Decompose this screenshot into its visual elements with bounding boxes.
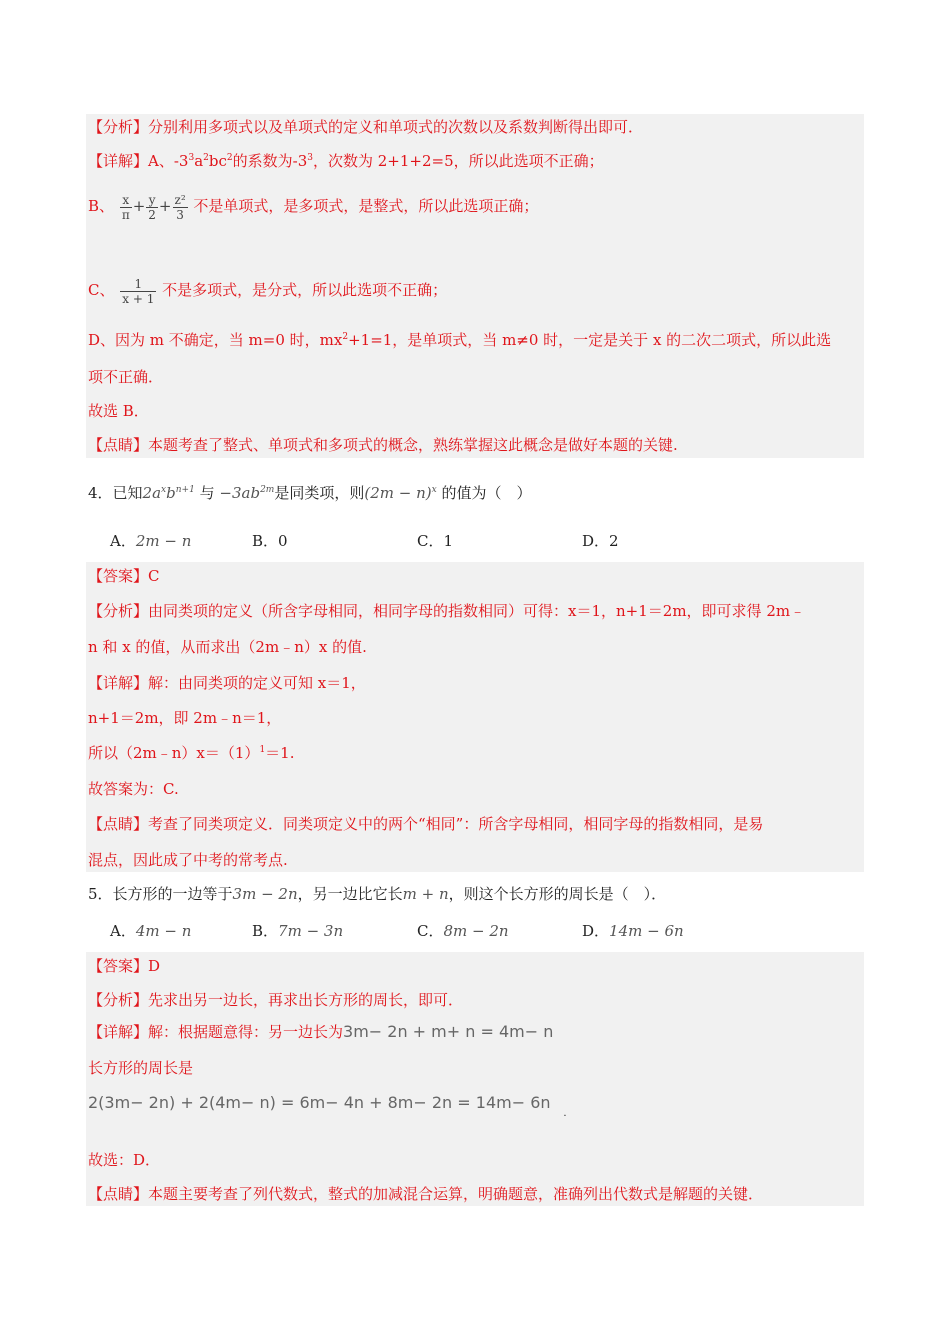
q5-option-b[interactable]: B．7m − 3n [252, 922, 344, 940]
q5-comment: 【点睛】本题主要考查了列代数式，整式的加减混合运算，明确题意，准确列出代数式是解题的关键． [88, 1185, 764, 1203]
fraction-1-over-x-plus-1: $\frac{1}{x + 1}$ [122, 276, 155, 306]
q3-detail-b: B、 $\frac{x}{\pi}$ + $\frac{y}{2}$ + $\frac{\text{z²}}{3}$ 不是单项式，是多项式，是整式，所以此选项正确； [88, 192, 539, 222]
q4-choice: 故答案为：C. [88, 780, 179, 798]
q5-analysis: 【分析】先求出另一边长，再求出长方形的周长，即可． [88, 991, 464, 1009]
q3-comment: 【点睛】本题考查了整式、单项式和多项式的概念，熟练掌握这此概念是做好本题的关键. [88, 436, 678, 454]
q4-analysis-1: 【分析】由同类项的定义（所含字母相同，相同字母的指数相同）可得：x＝1，n+1＝2m，即可求得 2m﹣ [88, 602, 806, 620]
q3-detail-a: 【详解】A、$-3^3a^2bc^2$的系数为$-3^3$，次数为 2+1+2=5，所以此选项不正确； [88, 152, 604, 170]
q4-detail-1: 【详解】解：由同类项的定义可知 x＝1， [88, 674, 366, 692]
q5-option-c[interactable]: C．8m − 2n [417, 922, 509, 940]
fraction-y-over-2: $\frac{y}{2}$ [148, 192, 156, 222]
q4-option-a[interactable]: A．2m − n [110, 532, 192, 550]
q4-stem: 4．已知$2a^xb^{n+1}$ 与 $-3ab^{2m}$是同类项，则$(2m - n)^x$ 的值为（ ） [88, 484, 532, 502]
q4-option-b[interactable]: B．0 [252, 532, 288, 550]
q4-detail-3: 所以$(2m﹣n)x=(1)^1=1$. [88, 744, 295, 762]
q5-option-d[interactable]: D．14m − 6n [582, 922, 684, 940]
q5-choice: 故选：D． [88, 1151, 161, 1169]
q5-answer: 【答案】D [88, 957, 161, 975]
q5-perimeter-expr: 2(3m− 2n) + 2(4m− n) = 6m− 4n + 8m− 2n = 14m− 6n $_.$ [88, 1093, 567, 1119]
fraction-z2-over-3: $\frac{\text{z²}}{3}$ [174, 192, 186, 222]
q3-detail-c: C、 $\frac{1}{x + 1}$ 不是多项式，是分式，所以此选项不正确； [88, 276, 448, 306]
q4-option-c[interactable]: C．1 [417, 532, 454, 550]
fraction-x-over-pi: $\frac{x}{\pi}$ [121, 192, 130, 222]
q5-perimeter-label: 长方形的周长是 [88, 1059, 194, 1077]
q4-option-d[interactable]: D．2 [582, 532, 619, 550]
q4-comment-1: 【点睛】考查了同类项定义．同类项定义中的两个“相同”：所含字母相同，相同字母的指数相同，是易 [88, 815, 764, 833]
q4-analysis-2: n 和 x 的值，从而求出（2m﹣n）x 的值. [88, 638, 367, 656]
q3-detail-d-2: 项不正确． [88, 368, 164, 386]
q4-comment-2: 混点，因此成了中考的常考点. [88, 851, 288, 869]
q3-detail-d-1: D、因为 m 不确定，当 m=0 时，$mx^2+1=1$，是单项式，当 m≠0 时，一定是关于 x 的二次二项式，所以此选 [88, 331, 832, 349]
q4-detail-2: n+1＝2m，即 2m﹣n＝1， [88, 709, 282, 727]
q3-analysis: 【分析】分别利用多项式以及单项式的定义和单项式的次数以及系数判断得出即可． [88, 118, 644, 136]
q5-stem: 5．长方形的一边等于3m − 2n，另一边比它长m + n，则这个长方形的周长是（ ）． [88, 885, 667, 903]
q5-option-a[interactable]: A．4m − n [110, 922, 192, 940]
q3-choice: 故选 B． [88, 402, 149, 420]
q5-detail: 【详解】解：根据题意得：另一边长为3m− 2n + m+ n = 4m− n [88, 1022, 554, 1041]
q4-answer: 【答案】C [88, 567, 160, 585]
